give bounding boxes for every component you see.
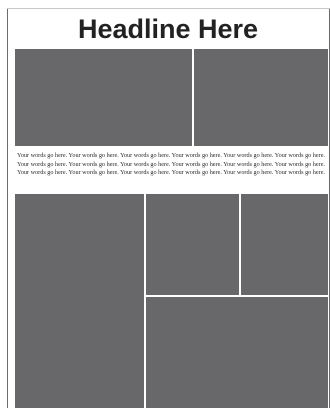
photo-placeholder-bottom-wide — [146, 297, 328, 408]
photo-placeholder-tall-left — [15, 194, 144, 408]
body-text: Your words go here. Your words go here. Your words go here. Your words go here. Your words go here. Your words go here. Your words go here. Your words go here. Your words go here. Your words go here. Your words go here. Your words go here. Your words go here. Your words go here. Your words go here. Your words go here. Your words go here. Your words go here. — [16, 152, 326, 177]
photo-placeholder-top-right — [194, 49, 328, 146]
photo-placeholder-middle-center — [146, 194, 239, 295]
photo-placeholder-middle-right — [241, 194, 328, 295]
photo-placeholder-top-left — [15, 49, 192, 146]
headline: Headline Here — [77, 14, 259, 44]
page-border-left — [7, 8, 8, 408]
page-border-top — [7, 8, 330, 9]
